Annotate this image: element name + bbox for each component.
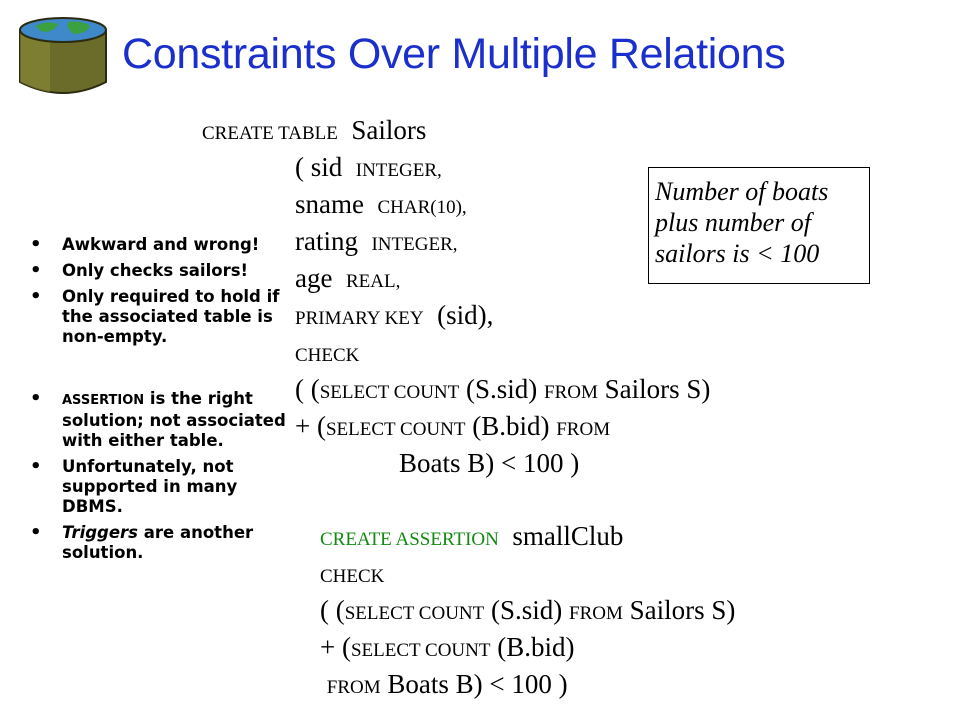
column-rating: rating [295, 226, 358, 256]
note-line: sailors is < 100 [655, 239, 820, 268]
note-box [648, 167, 870, 284]
keyword-select-count: SELECT COUNT [319, 382, 460, 403]
keyword-from: FROM [556, 419, 611, 440]
sql-line-check [320, 555, 735, 592]
plus-paren: + ( [295, 411, 326, 441]
keyword-select-count: SELECT COUNT [325, 419, 466, 440]
bullet-keyword: Triggers [62, 523, 139, 542]
keyword-select-count: SELECT COUNT [344, 603, 485, 624]
paren-open: ( ( [295, 374, 320, 404]
count-arg: (S.sid) [491, 595, 563, 625]
bullet-keyword: ASSERTION [62, 393, 145, 408]
column-sid: ( sid [295, 152, 343, 182]
keyword-check: CHECK [320, 566, 385, 587]
relation: Boats B) < 100 ) [387, 669, 568, 699]
database-globe-icon [16, 14, 110, 98]
plus-paren: + ( [320, 632, 351, 662]
type-integer: INTEGER, [355, 160, 442, 181]
bullet-text: Awkward and wrong! [62, 235, 260, 254]
column-age: age [295, 263, 333, 293]
bullet-item [28, 457, 296, 517]
slide-title: Constraints Over Multiple Relations [122, 30, 786, 78]
keyword-primary-key: PRIMARY KEY [295, 308, 424, 329]
primary-key-cols: (sid), [437, 300, 494, 330]
bullet-text: are another solution. [62, 523, 254, 562]
sql-line-subquery-2 [295, 408, 710, 445]
sql-line-subquery-1 [320, 592, 735, 629]
bullet-text: is the right solution; not associated with either table. [62, 389, 286, 450]
count-arg: (B.bid) [472, 411, 550, 441]
paren-open: ( ( [320, 595, 345, 625]
bullet-item [28, 287, 296, 347]
create-assertion-sql [320, 518, 735, 703]
bullet-item [28, 523, 296, 563]
relation: Sailors S) [604, 374, 711, 404]
keyword-check: CHECK [295, 345, 360, 366]
keyword-from: FROM [569, 603, 623, 624]
count-arg: (S.sid) [466, 374, 538, 404]
sql-line-primary-key [295, 297, 710, 334]
sql-line-check [295, 334, 710, 371]
note-line: plus number of [655, 208, 811, 237]
bullet-text: Only checks sailors! [62, 261, 249, 280]
bullet-text: Only required to hold if the associated table is non-empty. [62, 287, 280, 346]
keyword-create-assertion: CREATE ASSERTION [320, 529, 499, 550]
bullet-item [28, 389, 296, 451]
column-sname: sname [295, 189, 364, 219]
count-arg: (B.bid) [497, 632, 575, 662]
bullet-text: Unfortunately, not supported in many DBMS. [62, 457, 238, 516]
bullet-item [28, 261, 296, 281]
sql-line-subquery-2-rel [320, 666, 735, 703]
assertion-name: smallClub [512, 521, 624, 551]
keyword-select-count: SELECT COUNT [350, 640, 491, 661]
sql-line-create-table [202, 112, 710, 149]
table-name: Sailors [351, 115, 427, 145]
type-real: REAL, [345, 271, 401, 292]
relation: Sailors S) [629, 595, 736, 625]
bullet-list [28, 235, 296, 569]
bullet-item [28, 235, 296, 255]
sql-line-subquery-2-rel [295, 445, 710, 482]
type-integer-rating: INTEGER, [371, 234, 458, 255]
relation: Boats B) < 100 ) [399, 448, 580, 478]
sql-line-subquery-1 [295, 371, 710, 408]
keyword-create-table: CREATE TABLE [202, 123, 338, 144]
sql-line-create-assertion [320, 518, 735, 555]
type-char: CHAR(10), [377, 197, 467, 218]
keyword-from: FROM [544, 382, 598, 403]
sql-line-subquery-2 [320, 629, 735, 666]
note-line: Number of boats [655, 177, 829, 206]
keyword-from: FROM [326, 677, 381, 698]
